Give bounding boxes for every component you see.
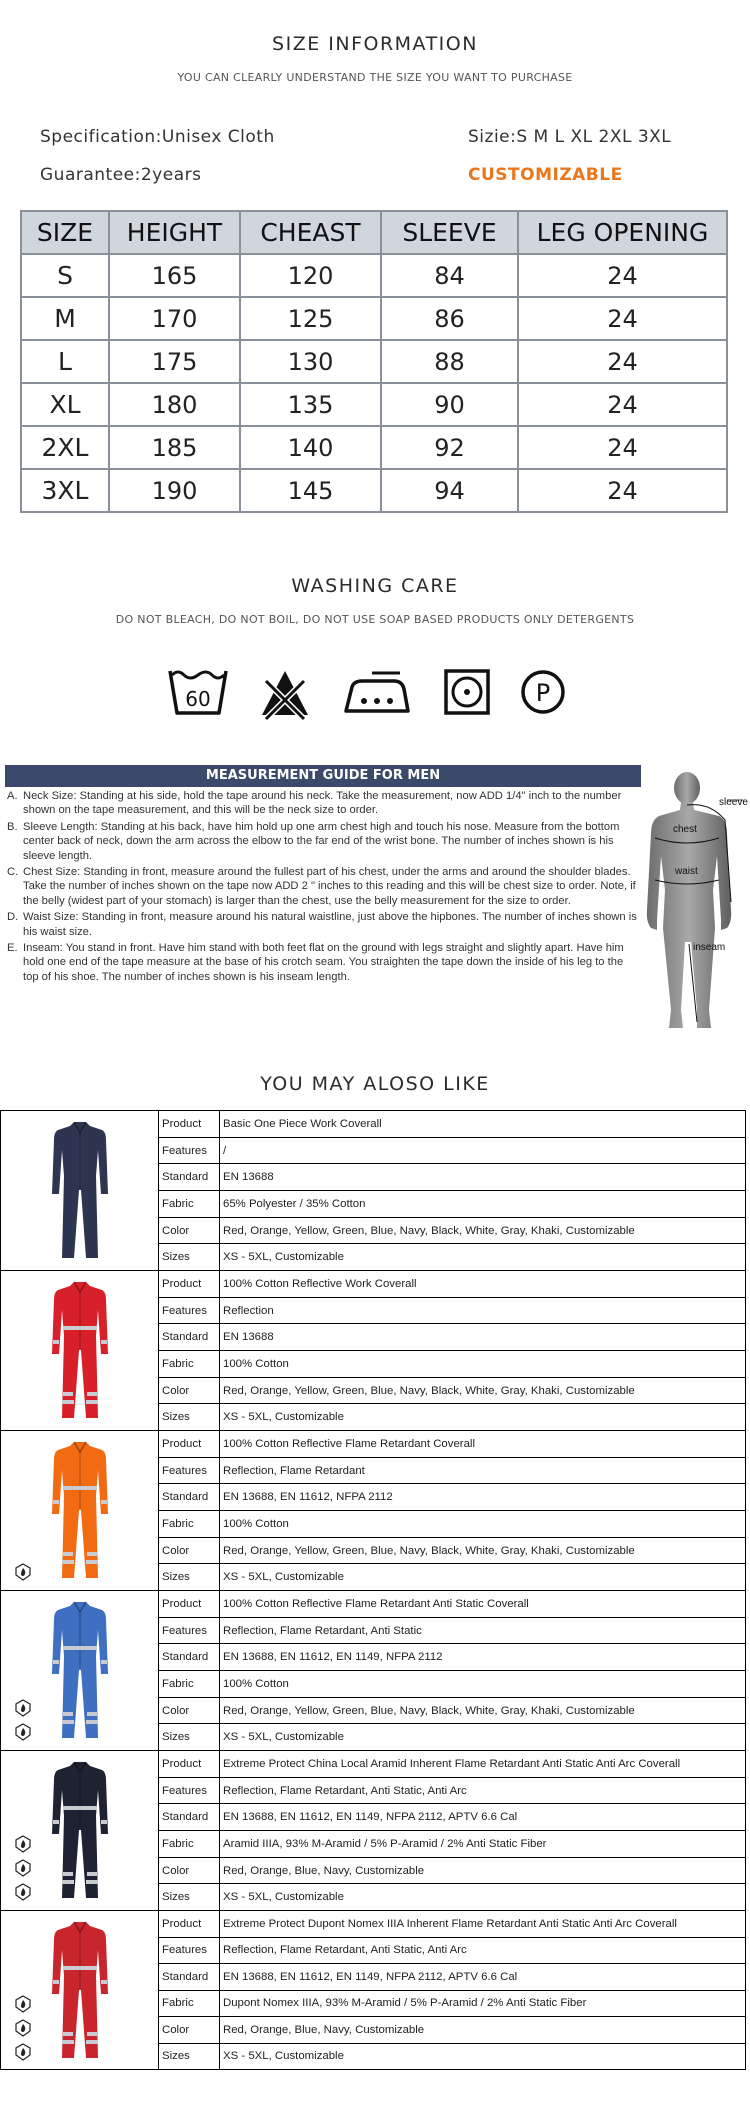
product-spec-table bbox=[159, 1271, 745, 1430]
spec-value: XS - 5XL, Customizable bbox=[223, 1571, 344, 1584]
spec-label: Fabric bbox=[159, 1991, 220, 2017]
measure-cell: 24 bbox=[518, 426, 727, 469]
guide-item bbox=[5, 941, 641, 984]
flame-shield-icon bbox=[14, 1859, 32, 1877]
product-spec-row bbox=[159, 1698, 745, 1725]
spec-label: Color bbox=[159, 1538, 220, 1564]
wash-temp-label: 60 bbox=[185, 687, 211, 711]
guide-item-letter: E. bbox=[7, 942, 18, 955]
spec-label: Sizes bbox=[159, 1564, 220, 1590]
spec-label: Sizes bbox=[159, 1244, 220, 1270]
chest-label: chest bbox=[673, 824, 697, 835]
tumble-dry-icon bbox=[442, 665, 492, 721]
size-row bbox=[21, 469, 727, 512]
product-spec-row bbox=[159, 1564, 745, 1590]
spec-value: XS - 5XL, Customizable bbox=[223, 1411, 344, 1424]
spec-value: XS - 5XL, Customizable bbox=[223, 1251, 344, 1264]
spec-label: Fabric bbox=[159, 1831, 220, 1857]
measure-cell: 88 bbox=[381, 340, 518, 383]
product-spec-row bbox=[159, 1991, 745, 2018]
product-spec-row bbox=[159, 1778, 745, 1805]
size-chart-table bbox=[20, 210, 728, 513]
measure-cell: 24 bbox=[518, 254, 727, 297]
spec-label: Standard bbox=[159, 1964, 220, 1990]
product-spec-row bbox=[159, 1751, 745, 1778]
spec-value: Red, Orange, Blue, Navy, Customizable bbox=[223, 1864, 425, 1877]
measure-cell: 165 bbox=[109, 254, 240, 297]
size-cell: L bbox=[21, 340, 109, 383]
measure-cell: 120 bbox=[240, 254, 381, 297]
product-spec-row bbox=[159, 1244, 745, 1270]
product-spec-row bbox=[159, 2044, 745, 2070]
product-spec-row bbox=[159, 1538, 745, 1565]
product-spec-row bbox=[159, 1138, 745, 1165]
spec-label: Color bbox=[159, 2017, 220, 2043]
guide-item bbox=[5, 820, 641, 863]
product-card[interactable] bbox=[0, 1750, 746, 1910]
product-spec-table bbox=[159, 1591, 745, 1750]
spec-label: Sizes bbox=[159, 1724, 220, 1750]
product-spec-row bbox=[159, 1938, 745, 1965]
spec-label: Standard bbox=[159, 1324, 220, 1350]
spec-label: Standard bbox=[159, 1644, 220, 1670]
measure-cell: 86 bbox=[381, 297, 518, 340]
product-spec-row bbox=[159, 1218, 745, 1245]
header-sleeve: SLEEVE bbox=[381, 211, 518, 254]
no-bleach-icon bbox=[258, 665, 312, 721]
product-spec-row bbox=[159, 1831, 745, 1858]
washing-care-title: WASHING CARE bbox=[291, 575, 459, 597]
product-image-cell[interactable] bbox=[1, 1271, 159, 1430]
spec-label: Color bbox=[159, 1698, 220, 1724]
flame-shield-icon bbox=[14, 1883, 32, 1901]
guide-item-text: Waist Size: Standing in front, measure around his natural waistline, just above the hipbones. The number of inches shown is his waist size. bbox=[23, 911, 637, 938]
spec-label: Features bbox=[159, 1138, 220, 1164]
coverall-image bbox=[50, 1116, 110, 1266]
spec-label: Product bbox=[159, 1751, 220, 1777]
measure-cell: 170 bbox=[109, 297, 240, 340]
spec-label: Standard bbox=[159, 1804, 220, 1830]
measure-cell: 24 bbox=[518, 340, 727, 383]
product-spec-row bbox=[159, 1964, 745, 1991]
inseam-label: inseam bbox=[693, 942, 726, 953]
dry-clean-letter: P bbox=[535, 679, 551, 707]
measure-cell: 92 bbox=[381, 426, 518, 469]
product-spec-row bbox=[159, 2017, 745, 2044]
measure-cell: 140 bbox=[240, 426, 381, 469]
size-info-title: SIZE INFORMATION bbox=[272, 33, 478, 55]
spec-value: Red, Orange, Yellow, Green, Blue, Navy, Black, White, Gray, Khaki, Customizable bbox=[223, 1224, 635, 1237]
product-spec-table bbox=[159, 1431, 745, 1590]
spec-value: Dupont Nomex IIIA, 93% M-Aramid / 5% P-Aramid / 2% Anti Static Fiber bbox=[223, 1997, 587, 2010]
guide-item-letter: B. bbox=[7, 820, 18, 833]
waist-label: waist bbox=[675, 866, 698, 877]
size-info-subtitle: YOU CAN CLEARLY UNDERSTAND THE SIZE YOU WANT TO PURCHASE bbox=[177, 71, 573, 84]
spec-label: Features bbox=[159, 1458, 220, 1484]
spec-label: Sizes bbox=[159, 1884, 220, 1910]
product-list bbox=[0, 1110, 746, 2070]
care-icons bbox=[0, 665, 750, 725]
size-row bbox=[21, 254, 727, 297]
flame-shield-icon bbox=[14, 2019, 32, 2037]
specification-text: Specification:Unisex Cloth bbox=[40, 127, 275, 147]
guarantee-text: Guarantee:2years bbox=[40, 165, 202, 185]
spec-label: Features bbox=[159, 1938, 220, 1964]
measurement-guide bbox=[5, 765, 641, 1030]
spec-label: Fabric bbox=[159, 1191, 220, 1217]
product-card[interactable] bbox=[0, 1910, 746, 2070]
also-like-title: YOU MAY ALOSO LIKE bbox=[260, 1073, 490, 1095]
product-card[interactable] bbox=[0, 1430, 746, 1590]
spec-label: Features bbox=[159, 1778, 220, 1804]
guide-item bbox=[5, 910, 641, 939]
spec-label: Color bbox=[159, 1378, 220, 1404]
measure-cell: 24 bbox=[518, 297, 727, 340]
product-spec-row bbox=[159, 1511, 745, 1538]
product-image-cell[interactable] bbox=[1, 1911, 159, 2069]
product-spec-row bbox=[159, 1644, 745, 1671]
spec-label: Sizes bbox=[159, 2044, 220, 2070]
coverall-image bbox=[50, 1756, 110, 1906]
man-figure-illustration bbox=[635, 760, 750, 1050]
guide-item-text: Sleeve Length: Standing at his back, have him hold up one arm chest high and touch his nose. Measure from the bottom center back of neck, down the arm across the elbow to the far end of the wrist bone. The number of inches shown is his sleeve length. bbox=[23, 820, 620, 862]
measure-cell: 190 bbox=[109, 469, 240, 512]
spec-value: Red, Orange, Yellow, Green, Blue, Navy, Black, White, Gray, Khaki, Customizable bbox=[223, 1544, 635, 1557]
product-spec-row bbox=[159, 1404, 745, 1430]
spec-value: EN 13688, EN 11612, EN 1149, NFPA 2112, APTV 6.6 Cal bbox=[223, 1811, 518, 1824]
spec-label: Features bbox=[159, 1298, 220, 1324]
size-row bbox=[21, 426, 727, 469]
product-spec-row bbox=[159, 1431, 745, 1458]
measure-cell: 24 bbox=[518, 383, 727, 426]
spec-value: 100% Cotton Reflective Flame Retardant Coverall bbox=[223, 1437, 475, 1450]
spec-value: Aramid IIIA, 93% M-Aramid / 5% P-Aramid / 2% Anti Static Fiber bbox=[223, 1837, 547, 1850]
product-spec-row bbox=[159, 1858, 745, 1885]
measure-cell: 135 bbox=[240, 383, 381, 426]
spec-label: Product bbox=[159, 1111, 220, 1137]
spec-label: Product bbox=[159, 1271, 220, 1297]
customizable-label: CUSTOMIZABLE bbox=[468, 165, 623, 185]
product-spec-table bbox=[159, 1111, 745, 1270]
measure-cell: 180 bbox=[109, 383, 240, 426]
spec-value: EN 13688, EN 11612, EN 1149, NFPA 2112 bbox=[223, 1651, 443, 1664]
spec-value: 100% Cotton Reflective Work Coverall bbox=[223, 1277, 417, 1290]
flame-shield-icon bbox=[14, 1995, 32, 2013]
product-image-cell[interactable] bbox=[1, 1591, 159, 1750]
flame-shield-icon bbox=[14, 1835, 32, 1853]
coverall-image bbox=[50, 1436, 110, 1586]
spec-value: Red, Orange, Blue, Navy, Customizable bbox=[223, 2023, 425, 2036]
measurement-guide-title: MEASUREMENT GUIDE FOR MEN bbox=[5, 765, 641, 787]
product-spec-row bbox=[159, 1378, 745, 1405]
spec-value: 100% Cotton Reflective Flame Retardant Anti Static Coverall bbox=[223, 1597, 529, 1610]
product-spec-row bbox=[159, 1911, 745, 1938]
spec-value: Reflection bbox=[223, 1304, 274, 1317]
product-card[interactable] bbox=[0, 1590, 746, 1750]
measure-cell: 84 bbox=[381, 254, 518, 297]
spec-value: Reflection, Flame Retardant, Anti Static bbox=[223, 1624, 422, 1637]
product-spec-row bbox=[159, 1671, 745, 1698]
spec-value: XS - 5XL, Customizable bbox=[223, 1731, 344, 1744]
size-row bbox=[21, 383, 727, 426]
product-spec-table bbox=[159, 1911, 745, 2069]
product-image-cell[interactable] bbox=[1, 1431, 159, 1590]
measure-cell: 130 bbox=[240, 340, 381, 383]
measure-cell: 24 bbox=[518, 469, 727, 512]
spec-value: 65% Polyester / 35% Cotton bbox=[223, 1197, 366, 1210]
spec-value: Reflection, Flame Retardant, Anti Static, Anti Arc bbox=[223, 1784, 467, 1797]
dry-clean-p-icon bbox=[518, 665, 568, 721]
spec-label: Features bbox=[159, 1618, 220, 1644]
size-table-header-row bbox=[21, 211, 727, 254]
spec-value: Reflection, Flame Retardant, Anti Static, Anti Arc bbox=[223, 1944, 467, 1957]
measure-cell: 94 bbox=[381, 469, 518, 512]
product-card[interactable] bbox=[0, 1110, 746, 1270]
guide-item-text: Chest Size: Standing in front, measure around the fullest part of his chest, under the arms and around the shoulder blades. Take the number of inches shown on the tape now ADD 2 " inches to this reading and this will be chest size to order. Note, if the belly (widest part of your stomach) is larger than the chest, use the belly measurement for the size to order. bbox=[23, 866, 636, 907]
guide-item bbox=[5, 865, 641, 908]
size-cell: XL bbox=[21, 383, 109, 426]
spec-label: Sizes bbox=[159, 1404, 220, 1430]
product-spec-row bbox=[159, 1804, 745, 1831]
header-leg-opening: LEG OPENING bbox=[518, 211, 727, 254]
measurement-guide-list bbox=[5, 789, 641, 984]
spec-value: XS - 5XL, Customizable bbox=[223, 2050, 344, 2063]
measure-cell: 185 bbox=[109, 426, 240, 469]
header-chest: CHEAST bbox=[240, 211, 381, 254]
guide-item bbox=[5, 789, 641, 818]
guide-item-letter: A. bbox=[7, 790, 18, 802]
spec-value: EN 13688, EN 11612, NFPA 2112 bbox=[223, 1491, 393, 1504]
product-spec-row bbox=[159, 1324, 745, 1351]
product-spec-row bbox=[159, 1591, 745, 1618]
product-spec-row bbox=[159, 1164, 745, 1191]
spec-value: / bbox=[223, 1144, 227, 1157]
product-spec-row bbox=[159, 1484, 745, 1511]
sizes-text: Sizie:S M L XL 2XL 3XL bbox=[468, 127, 672, 147]
guide-item-text: Neck Size: Standing at his side, hold the tape around his neck. Take the measurement, now ADD 1/4" inch to the number shown on the tape measurement, and this will be the neck size to order. bbox=[23, 790, 622, 817]
spec-label: Standard bbox=[159, 1164, 220, 1190]
spec-value: 100% Cotton bbox=[223, 1517, 289, 1530]
spec-label: Product bbox=[159, 1591, 220, 1617]
spec-label: Color bbox=[159, 1858, 220, 1884]
spec-value: 100% Cotton bbox=[223, 1357, 289, 1370]
spec-value: Extreme Protect Dupont Nomex IIIA Inherent Flame Retardant Anti Static Anti Arc Coverall bbox=[223, 1917, 677, 1930]
spec-value: EN 13688 bbox=[223, 1331, 274, 1344]
spec-label: Product bbox=[159, 1911, 220, 1937]
product-spec-row bbox=[159, 1111, 745, 1138]
measure-cell: 125 bbox=[240, 297, 381, 340]
product-spec-row bbox=[159, 1351, 745, 1378]
product-spec-row bbox=[159, 1191, 745, 1218]
spec-value: EN 13688, EN 11612, EN 1149, NFPA 2112, APTV 6.6 Cal bbox=[223, 1970, 518, 1983]
size-row bbox=[21, 297, 727, 340]
coverall-image bbox=[50, 1276, 110, 1426]
coverall-image bbox=[50, 1916, 110, 2066]
header-height: HEIGHT bbox=[109, 211, 240, 254]
spec-label: Fabric bbox=[159, 1511, 220, 1537]
header-size: SIZE bbox=[21, 211, 109, 254]
product-image-cell[interactable] bbox=[1, 1111, 159, 1270]
size-row bbox=[21, 340, 727, 383]
product-spec-row bbox=[159, 1458, 745, 1485]
wash-60-icon bbox=[168, 665, 228, 721]
product-spec-table bbox=[159, 1751, 745, 1910]
spec-label: Product bbox=[159, 1431, 220, 1457]
product-card[interactable] bbox=[0, 1270, 746, 1430]
product-spec-row bbox=[159, 1724, 745, 1750]
spec-value: Reflection, Flame Retardant bbox=[223, 1464, 365, 1477]
product-spec-row bbox=[159, 1271, 745, 1298]
guide-item-text: Inseam: You stand in front. Have him stand with both feet flat on the ground with legs straight and slightly apart. Have him hold one end of the tape measure at the base of his crotch seam. You straighten the tape down the inside of his leg to the top of his shoe. The number of inches shown is his inseam length. bbox=[23, 942, 624, 983]
washing-care-subtitle: DO NOT BLEACH, DO NOT BOIL, DO NOT USE SOAP BASED PRODUCTS ONLY DETERGENTS bbox=[115, 613, 635, 626]
spec-value: 100% Cotton bbox=[223, 1677, 289, 1690]
sleeve-label: sleeve bbox=[719, 797, 748, 808]
product-image-cell[interactable] bbox=[1, 1751, 159, 1910]
measure-cell: 90 bbox=[381, 383, 518, 426]
spec-value: EN 13688 bbox=[223, 1171, 274, 1184]
measure-cell: 175 bbox=[109, 340, 240, 383]
guide-item-letter: C. bbox=[7, 866, 19, 879]
spec-label: Fabric bbox=[159, 1351, 220, 1377]
flame-shield-icon bbox=[14, 1723, 32, 1741]
spec-label: Color bbox=[159, 1218, 220, 1244]
product-spec-row bbox=[159, 1298, 745, 1325]
size-cell: S bbox=[21, 254, 109, 297]
spec-value: Red, Orange, Yellow, Green, Blue, Navy, Black, White, Gray, Khaki, Customizable bbox=[223, 1704, 635, 1717]
measure-cell: 145 bbox=[240, 469, 381, 512]
spec-value: Basic One Piece Work Coverall bbox=[223, 1117, 382, 1130]
iron-icon bbox=[342, 665, 412, 721]
product-spec-row bbox=[159, 1618, 745, 1645]
guide-item-letter: D. bbox=[7, 911, 19, 924]
spec-value: Extreme Protect China Local Aramid Inherent Flame Retardant Anti Static Anti Arc Coverall bbox=[223, 1757, 681, 1770]
flame-shield-icon bbox=[14, 1563, 32, 1581]
coverall-image bbox=[50, 1596, 110, 1746]
flame-shield-icon bbox=[14, 1699, 32, 1717]
product-spec-row bbox=[159, 1884, 745, 1910]
size-cell: 2XL bbox=[21, 426, 109, 469]
spec-label: Standard bbox=[159, 1484, 220, 1510]
flame-shield-icon bbox=[14, 2043, 32, 2061]
size-cell: M bbox=[21, 297, 109, 340]
size-cell: 3XL bbox=[21, 469, 109, 512]
spec-label: Fabric bbox=[159, 1671, 220, 1697]
spec-value: Red, Orange, Yellow, Green, Blue, Navy, Black, White, Gray, Khaki, Customizable bbox=[223, 1384, 635, 1397]
spec-value: XS - 5XL, Customizable bbox=[223, 1891, 344, 1904]
